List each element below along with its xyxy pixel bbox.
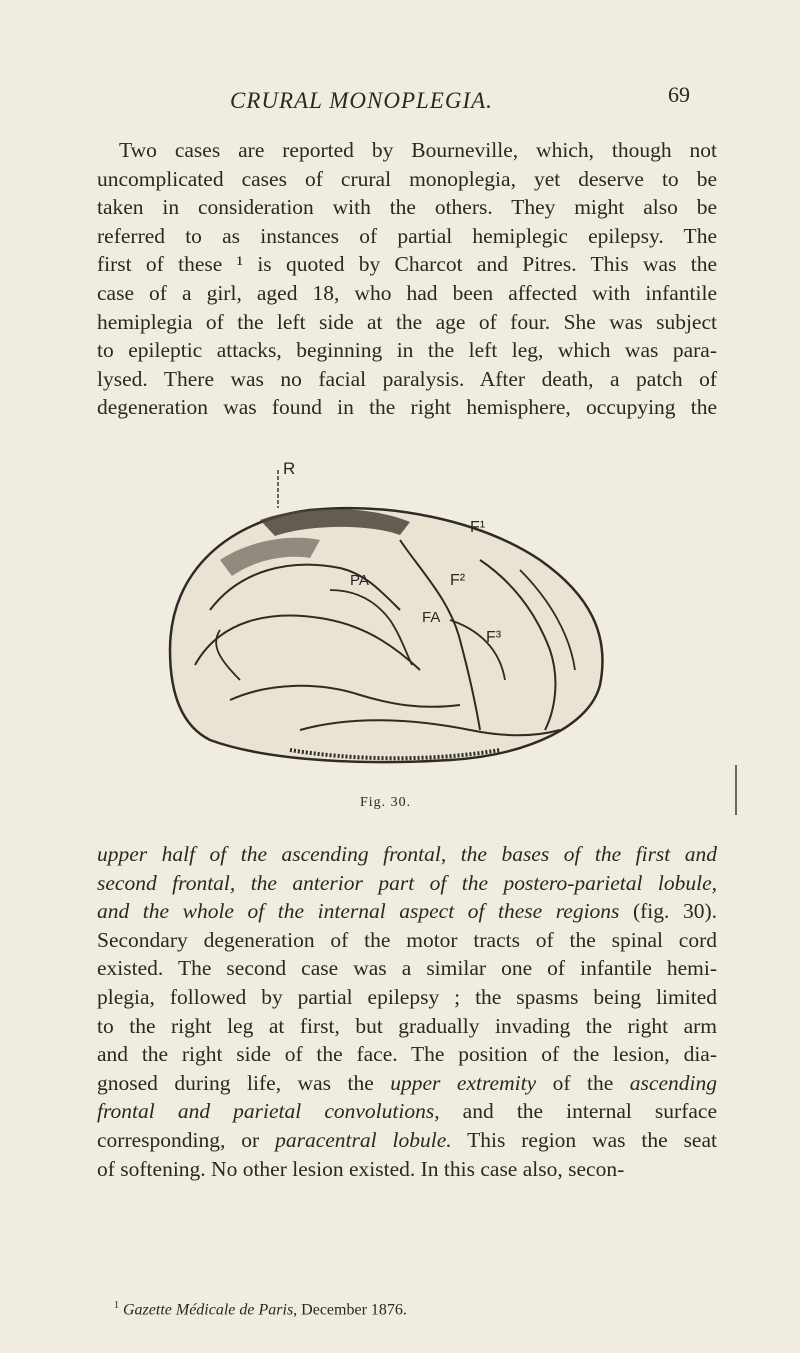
text-line: existed. The second case was a similar one of infantile hemi- bbox=[97, 956, 717, 981]
text-run: corresponding, or bbox=[97, 1127, 276, 1152]
text-line: uncomplicated cases of crural monoplegia, yet deserve to be bbox=[97, 166, 717, 191]
text-run: (fig. 30). bbox=[619, 899, 717, 924]
text-line: hemiplegia of the left side at the age of four. She was subject bbox=[97, 309, 717, 334]
footnote-marker: 1 bbox=[114, 1300, 119, 1311]
text-line: of softening. No other lesion existed. In this case also, secon- bbox=[97, 1156, 625, 1181]
italic-phrase: paracentral lobule. bbox=[275, 1127, 452, 1152]
label-r: R bbox=[283, 459, 296, 478]
text-run: This region was the seat bbox=[451, 1127, 717, 1152]
text-line: first of these ¹ is quoted by Charcot and Pitres. This was the bbox=[97, 252, 717, 277]
text-line: referred to as instances of partial hemiplegic epilepsy. The bbox=[97, 223, 717, 248]
italic-phrase: ascending bbox=[629, 1070, 717, 1095]
italic-phrase: frontal and parietal convolutions bbox=[97, 1099, 435, 1124]
footnote-date: , December 1876. bbox=[293, 1301, 407, 1319]
text-line: degeneration was found in the right hemisphere, occupying the bbox=[97, 395, 717, 420]
text-line bbox=[97, 1069, 717, 1098]
italic-phrase: upper half of the ascending frontal, the bases of the first and bbox=[97, 842, 717, 866]
label-fa: FA bbox=[422, 609, 441, 626]
footnote bbox=[114, 1300, 407, 1319]
brain-outline bbox=[170, 508, 603, 762]
brain-hemisphere-illustration bbox=[150, 450, 620, 780]
text-line: plegia, followed by partial epilepsy ; the spasms being limited bbox=[97, 984, 717, 1009]
paragraph-1 bbox=[97, 136, 717, 422]
text-line: case of a girl, aged 18, who had been affected with infantile bbox=[97, 280, 717, 305]
figure-caption: Fig. 30. bbox=[360, 795, 412, 810]
italic-phrase: upper extremity bbox=[390, 1070, 537, 1095]
text-run: gnosed during life, was the bbox=[97, 1070, 391, 1095]
label-pa: PA bbox=[350, 572, 369, 589]
text-line bbox=[97, 897, 717, 926]
label-f1: F¹ bbox=[470, 519, 486, 536]
italic-phrase: second frontal, the anterior part of the postero-parietal lobule, bbox=[97, 870, 717, 895]
page-number: 69 bbox=[668, 82, 690, 107]
text-run: of the bbox=[536, 1070, 630, 1095]
text-line: and the right side of the face. The position of the lesion, dia- bbox=[97, 1042, 717, 1067]
footnote-source: Gazette Médicale de Paris bbox=[123, 1301, 294, 1319]
margin-mark bbox=[735, 765, 737, 815]
text-line: Secondary degeneration of the motor tracts of the spinal cord bbox=[97, 927, 717, 952]
text-line: taken in consideration with the others. They might also be bbox=[97, 195, 717, 220]
text-line: to epileptic attacks, beginning in the left leg, which was para- bbox=[97, 338, 717, 363]
text-line bbox=[97, 869, 717, 898]
text-run: , and the internal surface bbox=[434, 1099, 717, 1124]
text-line bbox=[97, 1097, 717, 1126]
text-line: Two cases are reported by Bourneville, which, though not bbox=[119, 138, 717, 162]
text-line bbox=[97, 840, 717, 869]
running-title: CRURAL MONOPLEGIA. bbox=[230, 88, 493, 113]
text-line: lysed. There was no facial paralysis. After death, a patch of bbox=[97, 366, 717, 391]
text-line bbox=[97, 1126, 717, 1155]
label-f2: F² bbox=[450, 572, 466, 589]
text-line: to the right leg at first, but gradually invading the right arm bbox=[97, 1013, 717, 1038]
paragraph-2 bbox=[97, 840, 717, 1183]
label-f3: F³ bbox=[486, 629, 502, 646]
italic-phrase: and the whole of the internal aspect of these regions bbox=[97, 899, 620, 924]
